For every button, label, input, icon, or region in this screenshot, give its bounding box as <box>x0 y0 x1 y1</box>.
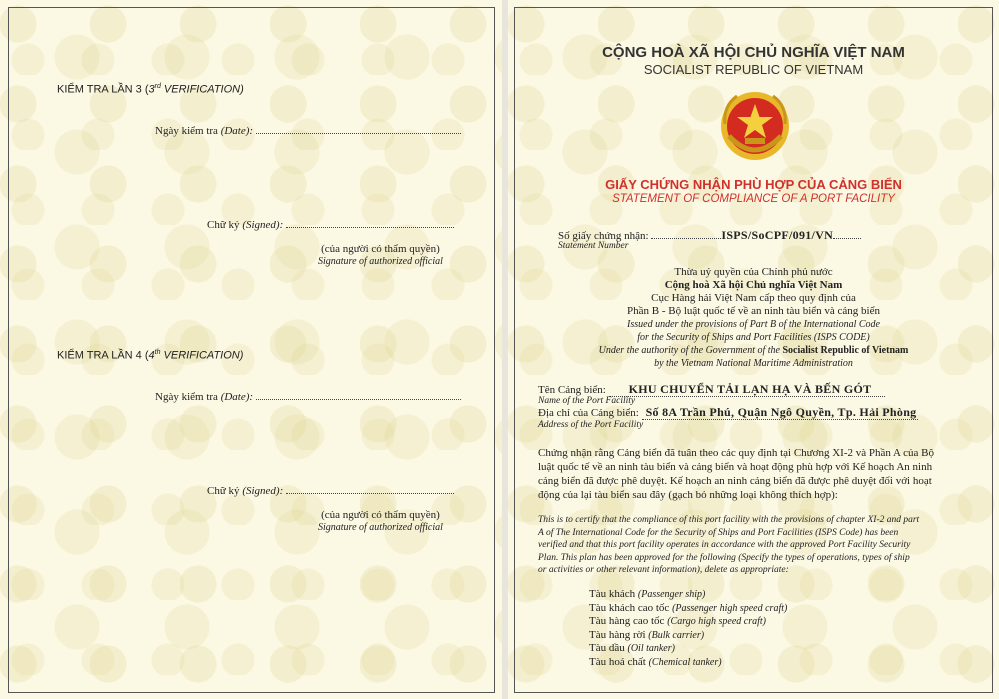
verification-4-heading: KIỂM TRA LẦN 4 (4th VERIFICATION) <box>57 349 244 362</box>
verification-4-signature-field[interactable] <box>286 483 454 494</box>
port-address-label-en: Address of the Port Facility <box>538 420 644 430</box>
list-item: Tàu dầu (Oil tanker) <box>589 642 675 655</box>
list-item: Tàu khách cao tốc (Passenger high speed craft) <box>589 601 788 614</box>
verification-3-authority: (của người có thẩm quyền) Signature of authorized official <box>318 243 443 267</box>
verification-4-date-field[interactable] <box>256 389 461 400</box>
verification-4-date-row: Ngày kiểm tra (Date): <box>155 389 461 403</box>
country-name-en: SOCIALIST REPUBLIC OF VIETNAM <box>643 62 864 77</box>
ship-types-list <box>589 588 787 670</box>
certification-text-en: This is to certify that the compliance of this port facility with the provisions of chapter XI-2 and part A of The International Code for the Security of Ships and Port Facilities (ISPS Code) has been verified and that this port facility operates in accordance with the approved Port Facility Security Plan. This plan has been approved for the following (Specify the types of operations, types of ship or activities or other relevant information), delete as appropriate: <box>538 515 920 575</box>
authority-block: Thừa uỷ quyền của Chính phủ nước Cộng hoà Xã hội Chủ nghĩa Việt Nam Cục Hàng hải Việt Nam cấp theo quy định của Phần B - Bộ luật quốc tế về an ninh tàu biển và cảng biển Issued under the provisions of Part B of the International Code for the Security of Ships and Port Facilities (ISPS CODE) Under the authority of the Government of the Socialist Republic of Vietnam by the Vietnam National Maritime Administration <box>598 266 909 369</box>
certification-text-vi: Chứng nhận rằng Cảng biển đã tuân theo các quy định tại Chương XI-2 và Phần A của Bộ luật quốc tế về an ninh tàu biển và cảng biển và hoạt động phù hợp với Kế hoạch An ninh cảng biển đã được phê duyệt. Kế hoạch an ninh cảng biển đã được phê duyệt đối với hoạt động của lại tàu biển sau đây (gạch bỏ những loại không thích hợp): <box>538 447 934 501</box>
verification-3-signed-row: Chữ ký (Signed): <box>207 217 454 231</box>
statement-number-row: Số giấy chứng nhận: ISPS/SoCPF/091/VN <box>558 228 861 243</box>
list-item: Tàu hàng cao tốc (Cargo high speed craft) <box>589 615 766 628</box>
country-name-vi: CỘNG HOÀ XÃ HỘI CHỦ NGHĨA VIỆT NAM <box>602 44 905 61</box>
list-item: Tàu hàng rời (Bulk carrier) <box>589 628 705 641</box>
certificate-title-en: STATEMENT OF COMPLIANCE OF A PORT FACILITY <box>612 193 895 205</box>
port-name-row: Tên Cảng biển: KHU CHUYỂN TẢI LẠN HẠ VÀ BẾN GÓT <box>538 382 885 397</box>
statement-number-label-en: Statement Number <box>558 241 629 251</box>
list-item: Tàu khách (Passenger ship) <box>589 588 706 600</box>
port-address-value: Số 8A Trần Phú, Quận Ngô Quyền, Tp. Hải Phòng <box>642 405 919 420</box>
statement-number-value: ISPS/SoCPF/091/VN <box>721 228 834 242</box>
certificate-title-vi: GIẤY CHỨNG NHẬN PHÙ HỢP CỦA CẢNG BIỂN <box>605 177 902 192</box>
verification-3-heading: KIỂM TRA LẦN 3 (3rd VERIFICATION) <box>57 83 244 96</box>
port-address-row: Địa chỉ của Cảng biển: Số 8A Trần Phú, Quận Ngô Quyền, Tp. Hải Phòng <box>538 405 917 419</box>
verification-4-authority: (của người có thẩm quyền) Signature of authorized official <box>318 509 443 533</box>
port-name-label-en: Name of the Port Facility <box>538 396 636 406</box>
national-emblem-icon <box>715 86 795 166</box>
verification-3-date-row: Ngày kiểm tra (Date): <box>155 123 461 137</box>
list-item: Tàu hoá chất (Chemical tanker) <box>589 655 722 668</box>
right-page <box>508 0 999 699</box>
verification-3-date-field[interactable] <box>256 123 461 134</box>
verification-4-signed-row: Chữ ký (Signed): <box>207 483 454 497</box>
port-name-value: KHU CHUYỂN TẢI LẠN HẠ VÀ BẾN GÓT <box>609 382 886 397</box>
verification-3-signature-field[interactable] <box>286 217 454 228</box>
